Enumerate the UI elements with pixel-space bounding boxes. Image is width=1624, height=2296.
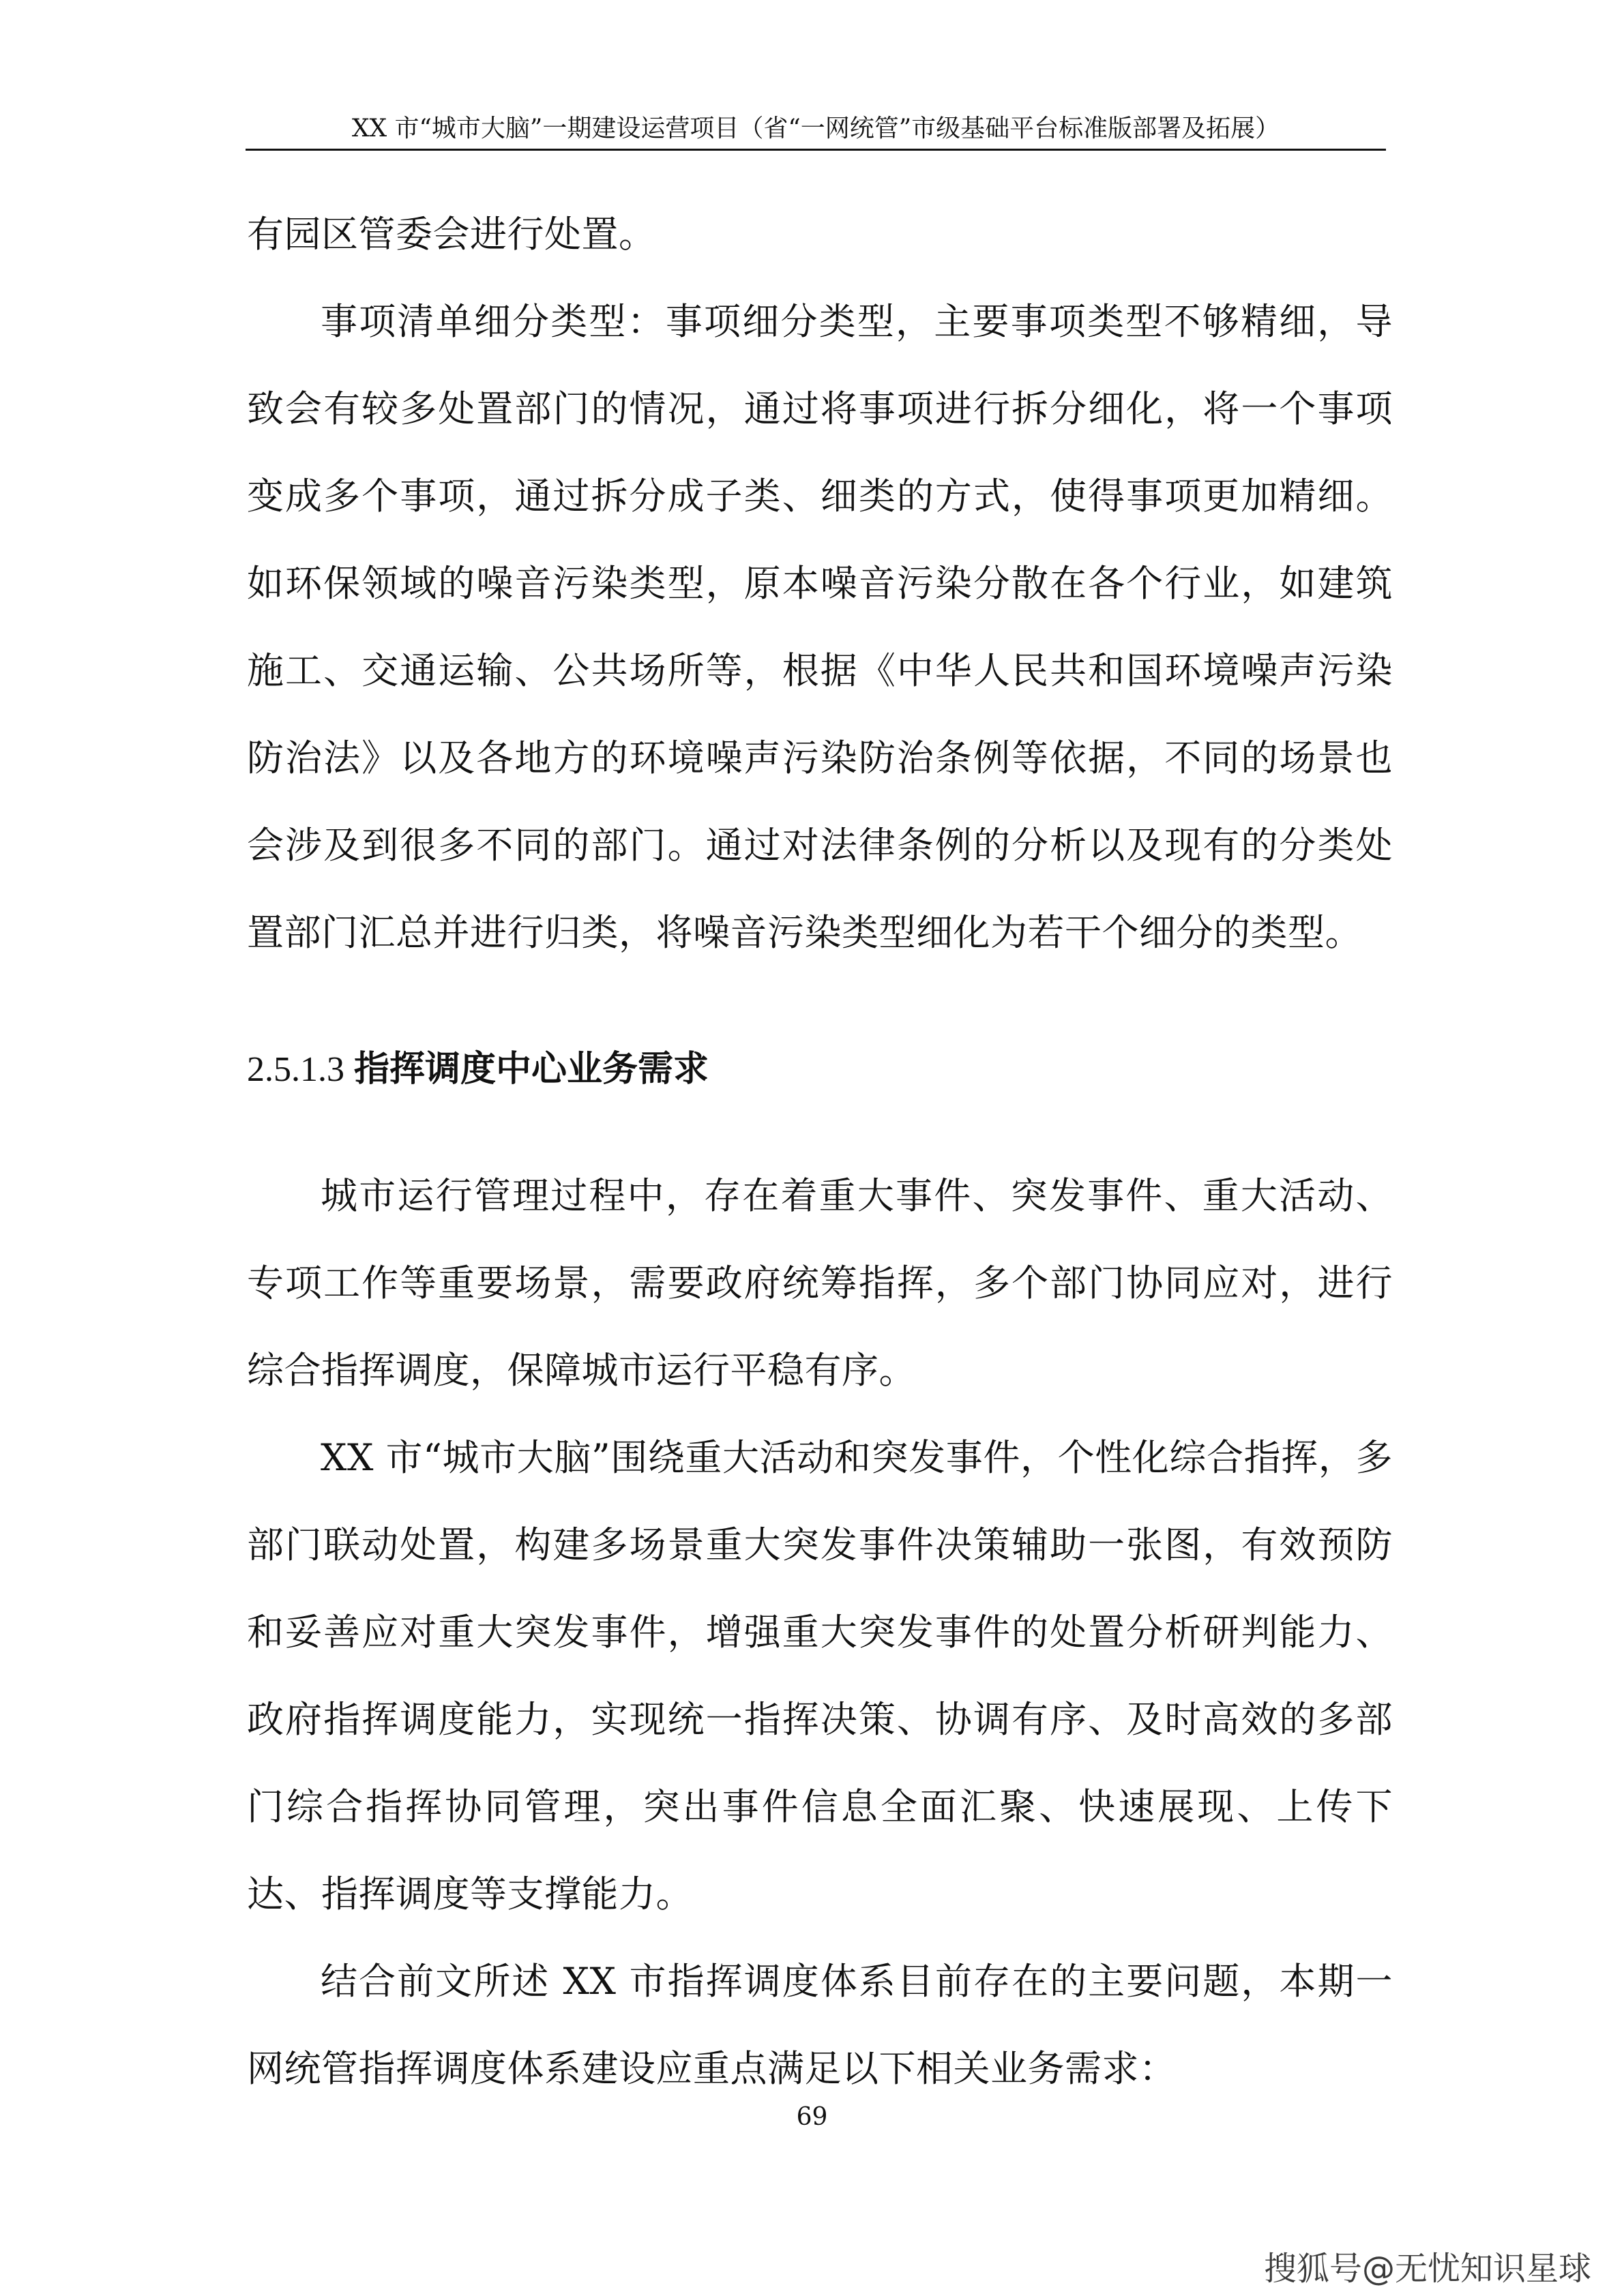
header-divider	[246, 149, 1386, 151]
paragraph-requirements-intro: 结合前文所述 XX 市指挥调度体系目前存在的主要问题，本期一网统管指挥调度体系建设应重点满足以下相关业务需求：	[247, 1960, 1393, 2090]
paragraph-continuation: 有园区管委会进行处置。	[247, 213, 656, 256]
paragraph-city-operation: 城市运行管理过程中，存在着重大事件、突发事件、重大活动、专项工作等重要场景，需要政府统筹指挥，多个部门协同应对，进行综合指挥调度，保障城市运行平稳有序。	[247, 1174, 1393, 1392]
paragraph-item-subtypes: 事项清单细分类型：事项细分类型，主要事项类型不够精细，导致会有较多处置部门的情况，通过将事项进行拆分细化，将一个事项变成多个事项，通过拆分成子类、细类的方式，使得事项更加精细。如环保领域的噪音污染类型，原本噪音污染分散在各个行业，如建筑施工、交通运输、公共场所等，根据《中华人民共和国环境噪声污染防治法》以及各地方的环境噪声污染防治条例等依据，不同的场景也会涉及到很多不同的部门。通过对法律条例的分析以及现有的分类处置部门汇总并进行归类，将噪音污染类型细化为若干个细分的类型。	[247, 300, 1393, 954]
section-title: 指挥调度中心业务需求	[354, 1049, 709, 1090]
running-header: XX 市“城市大脑”一期建设运营项目（省“一网统管”市级基础平台标准版部署及拓展）	[351, 115, 1280, 143]
section-heading	[247, 1026, 709, 1114]
watermark: 搜狐号@无忧知识星球	[1263, 2250, 1591, 2288]
page-number: 69	[796, 2103, 828, 2131]
section-number: 2.5.1.3	[247, 1050, 344, 1089]
paragraph-city-brain: XX 市“城市大脑”围绕重大活动和突发事件，个性化综合指挥，多部门联动处置，构建多场景重大突发事件决策辅助一张图，有效预防和妥善应对重大突发事件，增强重大突发事件的处置分析研判能力、政府指挥调度能力，实现统一指挥决策、协调有序、及时高效的多部门综合指挥协同管理，突出事件信息全面汇聚、快速展现、上传下达、指挥调度等支撑能力。	[247, 1436, 1393, 1915]
